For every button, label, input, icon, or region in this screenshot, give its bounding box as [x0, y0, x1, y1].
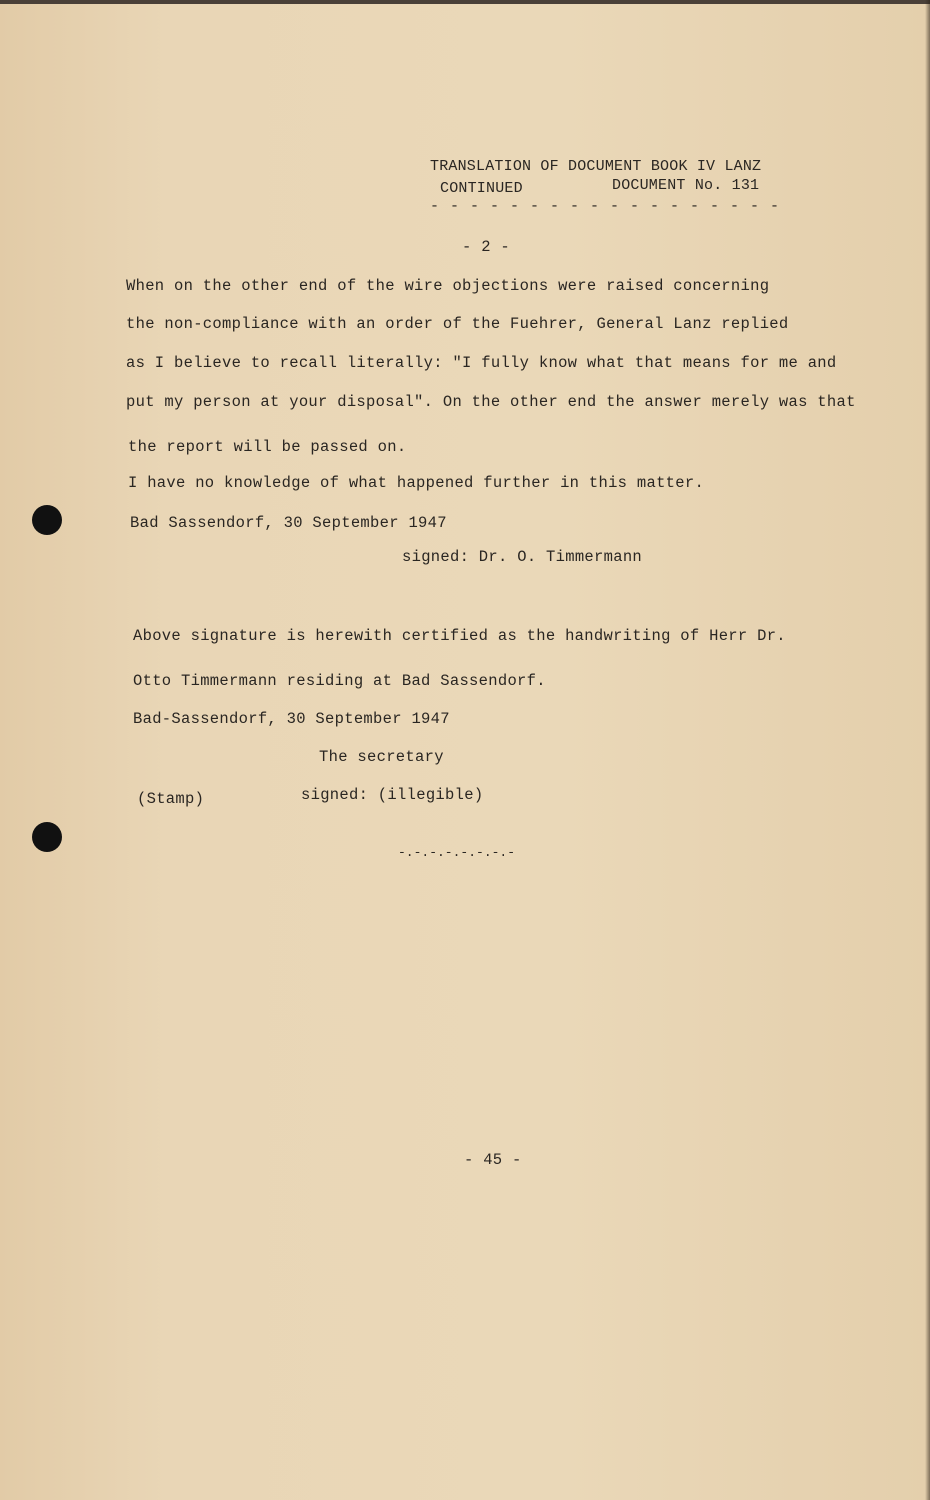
body-signed: signed: Dr. O. Timmermann: [402, 548, 643, 566]
header-rule: - - - - - - - - - - - - - - - - - -: [430, 198, 781, 215]
stamp-label: (Stamp): [137, 790, 205, 808]
body-line-3: as I believe to recall literally: "I fully know what that means for me and: [126, 354, 837, 372]
body-line-1: When on the other end of the wire objections were raised concerning: [126, 277, 770, 295]
scan-top-edge: [0, 0, 930, 4]
body-line-6: I have no knowledge of what happened further in this matter.: [128, 474, 705, 492]
certification-secretary: The secretary: [319, 748, 444, 766]
punch-hole-bottom: [32, 822, 62, 852]
certification-line-1: Above signature is herewith certified as the handwriting of Herr Dr.: [133, 627, 786, 645]
certification-signed: signed: (illegible): [301, 786, 484, 804]
header-title: TRANSLATION OF DOCUMENT BOOK IV LANZ: [430, 158, 762, 175]
body-line-4: put my person at your disposal". On the other end the answer merely was that: [126, 393, 856, 411]
page-marker: - 2 -: [462, 238, 511, 256]
body-place-date: Bad Sassendorf, 30 September 1947: [130, 514, 447, 532]
scan-right-edge: [925, 0, 930, 1500]
separator: -.-.-.-.-.-.-.-: [398, 845, 516, 860]
certification-line-2: Otto Timmermann residing at Bad Sassendorf.: [133, 672, 546, 690]
header-document-number: DOCUMENT No. 131: [612, 177, 760, 194]
body-line-5: the report will be passed on.: [128, 438, 407, 456]
punch-hole-top: [32, 505, 62, 535]
certification-place-date: Bad-Sassendorf, 30 September 1947: [133, 710, 450, 728]
header-continued: CONTINUED: [440, 180, 523, 197]
page-number: - 45 -: [464, 1151, 522, 1169]
body-line-2: the non-compliance with an order of the Fuehrer, General Lanz replied: [126, 315, 789, 333]
